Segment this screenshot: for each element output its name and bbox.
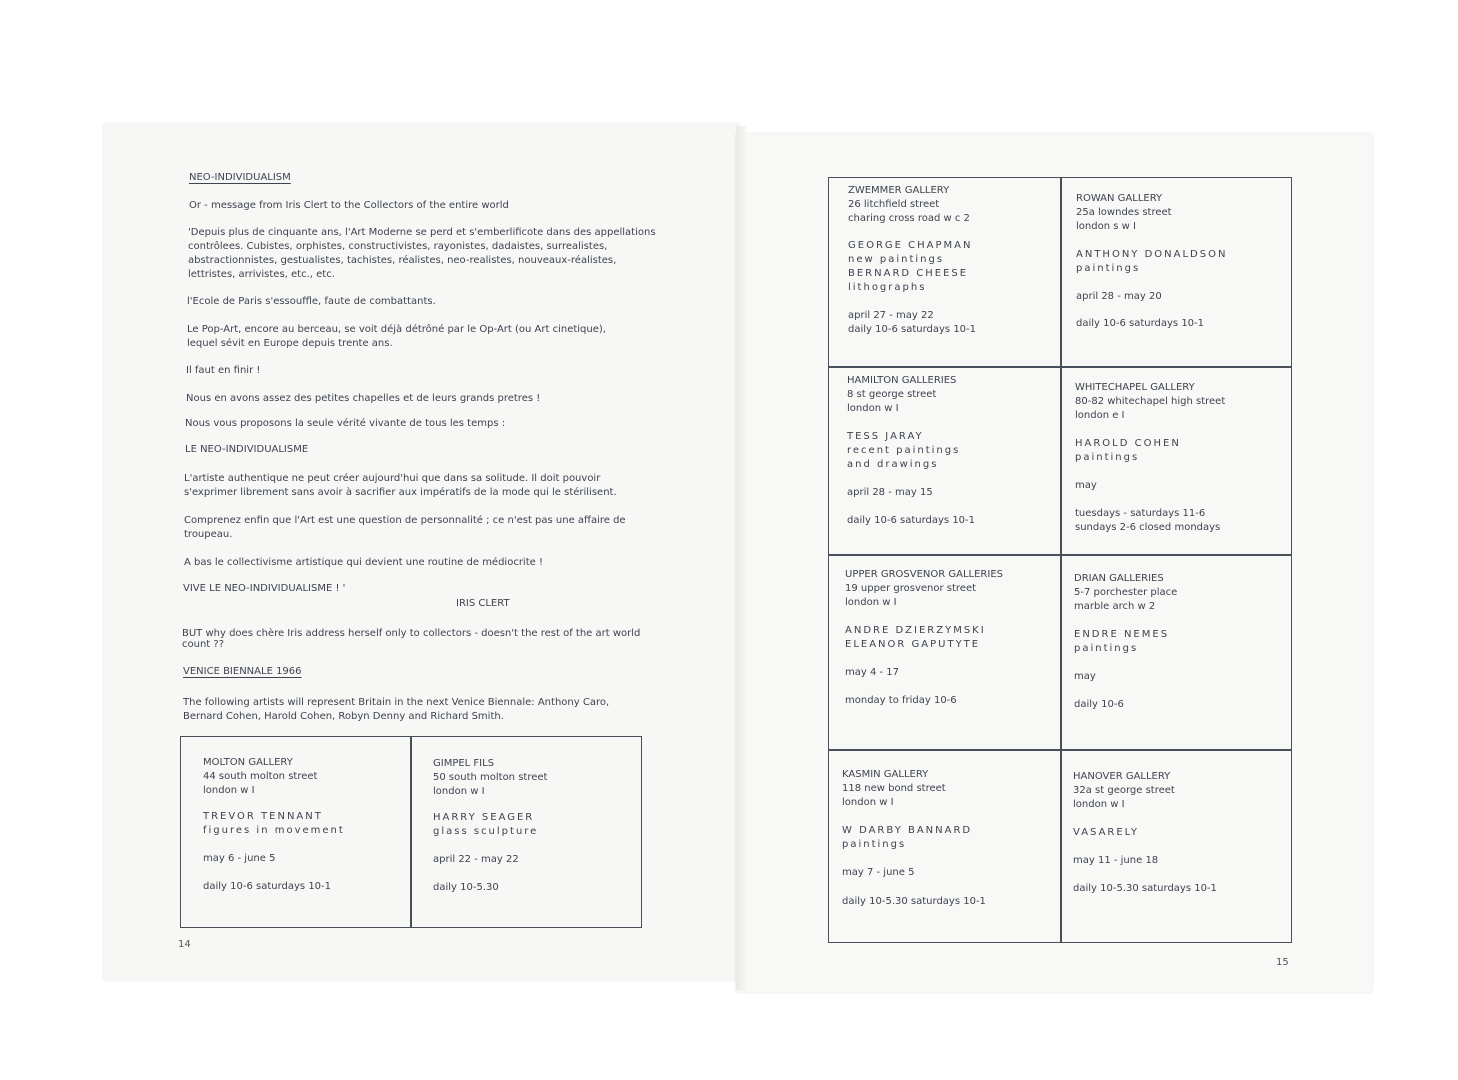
- exhibition-dates: april 22 - may 22: [433, 854, 519, 865]
- para9-line1: Comprenez enfin que l'Art est une question de personnalité ; ce n'est pas une affaire de: [184, 515, 626, 526]
- para3-line2: lequel sévit en Europe depuis trente ans.: [187, 338, 393, 349]
- gallery-name: KASMIN GALLERY: [842, 769, 929, 780]
- exhibition-dates: april 28 - may 15: [847, 487, 933, 498]
- para12-line2: count ??: [182, 639, 225, 650]
- right-table-divider: [1060, 178, 1062, 942]
- gallery-address: london w I: [842, 797, 894, 808]
- para12-line1: BUT why does chère Iris address herself only to collectors - doesn't the rest of the art world: [182, 628, 641, 639]
- para6: Nous vous proposons la seule vérité vivante de tous les temps :: [185, 418, 506, 429]
- gallery-name: ROWAN GALLERY: [1076, 193, 1163, 204]
- book-spine: [736, 126, 746, 990]
- para2: l'Ecole de Paris s'essouffle, faute de combattants.: [187, 296, 436, 307]
- para8-line2: s'exprimer librement sans avoir à sacrifier aux impératifs de la mode qui le stérilisent.: [184, 487, 617, 498]
- gallery-address: marble arch w 2: [1074, 601, 1156, 612]
- gallery-name: GIMPEL FILS: [433, 758, 495, 769]
- work-title: glass sculpture: [433, 826, 539, 837]
- gallery-name: ZWEMMER GALLERY: [848, 185, 950, 196]
- artist-line: lithographs: [848, 282, 927, 293]
- gallery-address: 118 new bond street: [842, 783, 946, 794]
- opening-hours: daily 10-6: [1074, 699, 1124, 710]
- artist-line: new paintings: [848, 254, 945, 265]
- left-table-divider: [410, 737, 412, 927]
- gallery-name: MOLTON GALLERY: [203, 757, 293, 768]
- gallery-address: charing cross road w c 2: [848, 213, 970, 224]
- gallery-address: 80-82 whitechapel high street: [1075, 396, 1226, 407]
- opening-hours: daily 10-6 saturdays 10-1: [1076, 318, 1205, 329]
- artist-line: GEORGE CHAPMAN: [848, 240, 973, 251]
- artist-line: HAROLD COHEN: [1075, 438, 1181, 449]
- gallery-card-rowan: [1076, 192, 1227, 331]
- para9-line2: troupeau.: [184, 529, 233, 540]
- exhibition-dates: may 7 - june 5: [842, 867, 915, 878]
- opening-hours: daily 10-6 saturdays 10-1: [203, 881, 332, 892]
- gallery-address: london w I: [203, 785, 255, 796]
- exhibition-dates: april 27 - may 22: [848, 310, 934, 321]
- gallery-card-whitechapel: [1075, 381, 1225, 535]
- para10: A bas le collectivisme artistique qui devient une routine de médiocrite !: [184, 557, 543, 568]
- gallery-address: 19 upper grosvenor street: [845, 583, 977, 594]
- artist-line: and drawings: [847, 459, 939, 470]
- gallery-card-hamilton: [847, 374, 975, 528]
- row-divider-2: [829, 554, 1291, 556]
- gallery-address: 8 st george street: [847, 389, 937, 400]
- work-title: figures in movement: [203, 825, 345, 836]
- para3-line1: Le Pop-Art, encore au berceau, se voit déjà détrôné par le Op-Art (ou Art cinetique),: [187, 324, 606, 335]
- exhibition-dates: april 28 - may 20: [1076, 291, 1162, 302]
- gallery-card-gimpel: [433, 757, 547, 895]
- artist-name: TREVOR TENNANT: [203, 811, 323, 822]
- gallery-name: HAMILTON GALLERIES: [847, 375, 957, 386]
- opening-hours-2: sundays 2-6 closed mondays: [1075, 522, 1221, 533]
- opening-hours: daily 10-5.30: [433, 882, 499, 893]
- opening-hours: daily 10-6 saturdays 10-1: [848, 324, 977, 335]
- page-number-right: 15: [1276, 957, 1289, 968]
- gallery-card-hanover: [1073, 770, 1217, 896]
- gallery-name: HANOVER GALLERY: [1073, 771, 1171, 782]
- opening-hours: daily 10-5.30 saturdays 10-1: [1073, 883, 1217, 894]
- gallery-address: london w I: [1073, 799, 1125, 810]
- signature: IRIS CLERT: [456, 598, 510, 609]
- gallery-address: london s w I: [1076, 221, 1136, 232]
- gallery-name: UPPER GROSVENOR GALLERIES: [845, 569, 1003, 580]
- artist-line: W DARBY BANNARD: [842, 825, 973, 836]
- gallery-name: WHITECHAPEL GALLERY: [1075, 382, 1195, 393]
- gallery-address: 5-7 porchester place: [1074, 587, 1178, 598]
- gallery-card-upper-grosvenor: [845, 568, 1003, 708]
- para13-line2: Bernard Cohen, Harold Cohen, Robyn Denny and Richard Smith.: [183, 711, 504, 722]
- artist-line: paintings: [1075, 452, 1140, 463]
- opening-hours: monday to friday 10-6: [845, 695, 957, 706]
- gallery-address: london e I: [1075, 410, 1125, 421]
- para1-line3: abstractionnistes, gestualistes, tachistes, réalistes, neo-realistes, nouveaux-réalistes,: [188, 255, 617, 266]
- artist-line: paintings: [842, 839, 907, 850]
- artist-line: recent paintings: [847, 445, 961, 456]
- gallery-card-zwemmer: [848, 184, 976, 337]
- para5: Nous en avons assez des petites chapelles et de leurs grands pretres !: [186, 393, 541, 404]
- gallery-address: london w I: [845, 597, 897, 608]
- para11: VIVE LE NEO-INDIVIDUALISME ! ': [183, 583, 346, 594]
- heading-venice-biennale: VENICE BIENNALE 1966: [183, 666, 302, 677]
- page-number-left: 14: [178, 939, 191, 950]
- opening-hours: daily 10-5.30 saturdays 10-1: [842, 896, 986, 907]
- intro-line: Or - message from Iris Clert to the Collectors of the entire world: [189, 200, 509, 211]
- exhibition-dates: may: [1074, 671, 1096, 682]
- heading-neo-individualism: NEO-INDIVIDUALISM: [189, 172, 291, 183]
- artist-line: paintings: [1076, 263, 1141, 274]
- artist-line: ELEANOR GAPUTYTE: [845, 639, 981, 650]
- gallery-card-kasmin: [842, 768, 986, 909]
- para1-line2: contrôlees. Cubistes, orphistes, constructivistes, rayonistes, dadaistes, surrealistes,: [188, 241, 608, 252]
- exhibition-dates: may 4 - 17: [845, 667, 900, 678]
- opening-hours: daily 10-6 saturdays 10-1: [847, 515, 976, 526]
- gallery-name: DRIAN GALLERIES: [1074, 573, 1164, 584]
- para1-line1: 'Depuis plus de cinquante ans, l'Art Moderne se perd et s'emberlificote dans des appellations: [188, 227, 656, 238]
- row-divider-1: [829, 366, 1291, 368]
- artist-line: TESS JARAY: [847, 431, 924, 442]
- artist-line: ANTHONY DONALDSON: [1076, 249, 1228, 260]
- artist-line: ENDRE NEMES: [1074, 629, 1170, 640]
- gallery-address: 32a st george street: [1073, 785, 1175, 796]
- exhibition-dates: may 11 - june 18: [1073, 855, 1159, 866]
- row-divider-3: [829, 749, 1291, 751]
- exhibition-dates: may 6 - june 5: [203, 853, 276, 864]
- artist-line: ANDRE DZIERZYMSKI: [845, 625, 986, 636]
- gallery-address: 25a lowndes street: [1076, 207, 1172, 218]
- artist-line: paintings: [1074, 643, 1139, 654]
- artist-line: VASARELY: [1073, 827, 1140, 838]
- para4: Il faut en finir !: [186, 365, 261, 376]
- gallery-address: 44 south molton street: [203, 771, 318, 782]
- gallery-address: 50 south molton street: [433, 772, 548, 783]
- gallery-address: london w I: [847, 403, 899, 414]
- gallery-card-molton: [203, 756, 345, 894]
- artist-line: BERNARD CHEESE: [848, 268, 969, 279]
- artist-name: HARRY SEAGER: [433, 812, 535, 823]
- opening-hours: tuesdays - saturdays 11-6: [1075, 508, 1206, 519]
- para8-line1: L'artiste authentique ne peut créer aujourd'hui que dans sa solitude. Il doit pouvoir: [184, 473, 601, 484]
- gallery-card-drian: [1074, 572, 1177, 712]
- exhibition-dates: may: [1075, 480, 1097, 491]
- para13-line1: The following artists will represent Britain in the next Venice Biennale: Anthony Caro,: [183, 697, 610, 708]
- gallery-address: london w I: [433, 786, 485, 797]
- gallery-address: 26 litchfield street: [848, 199, 940, 210]
- para7: LE NEO-INDIVIDUALISME: [185, 444, 309, 455]
- para1-line4: lettristes, arrivistes, etc., etc.: [188, 269, 335, 280]
